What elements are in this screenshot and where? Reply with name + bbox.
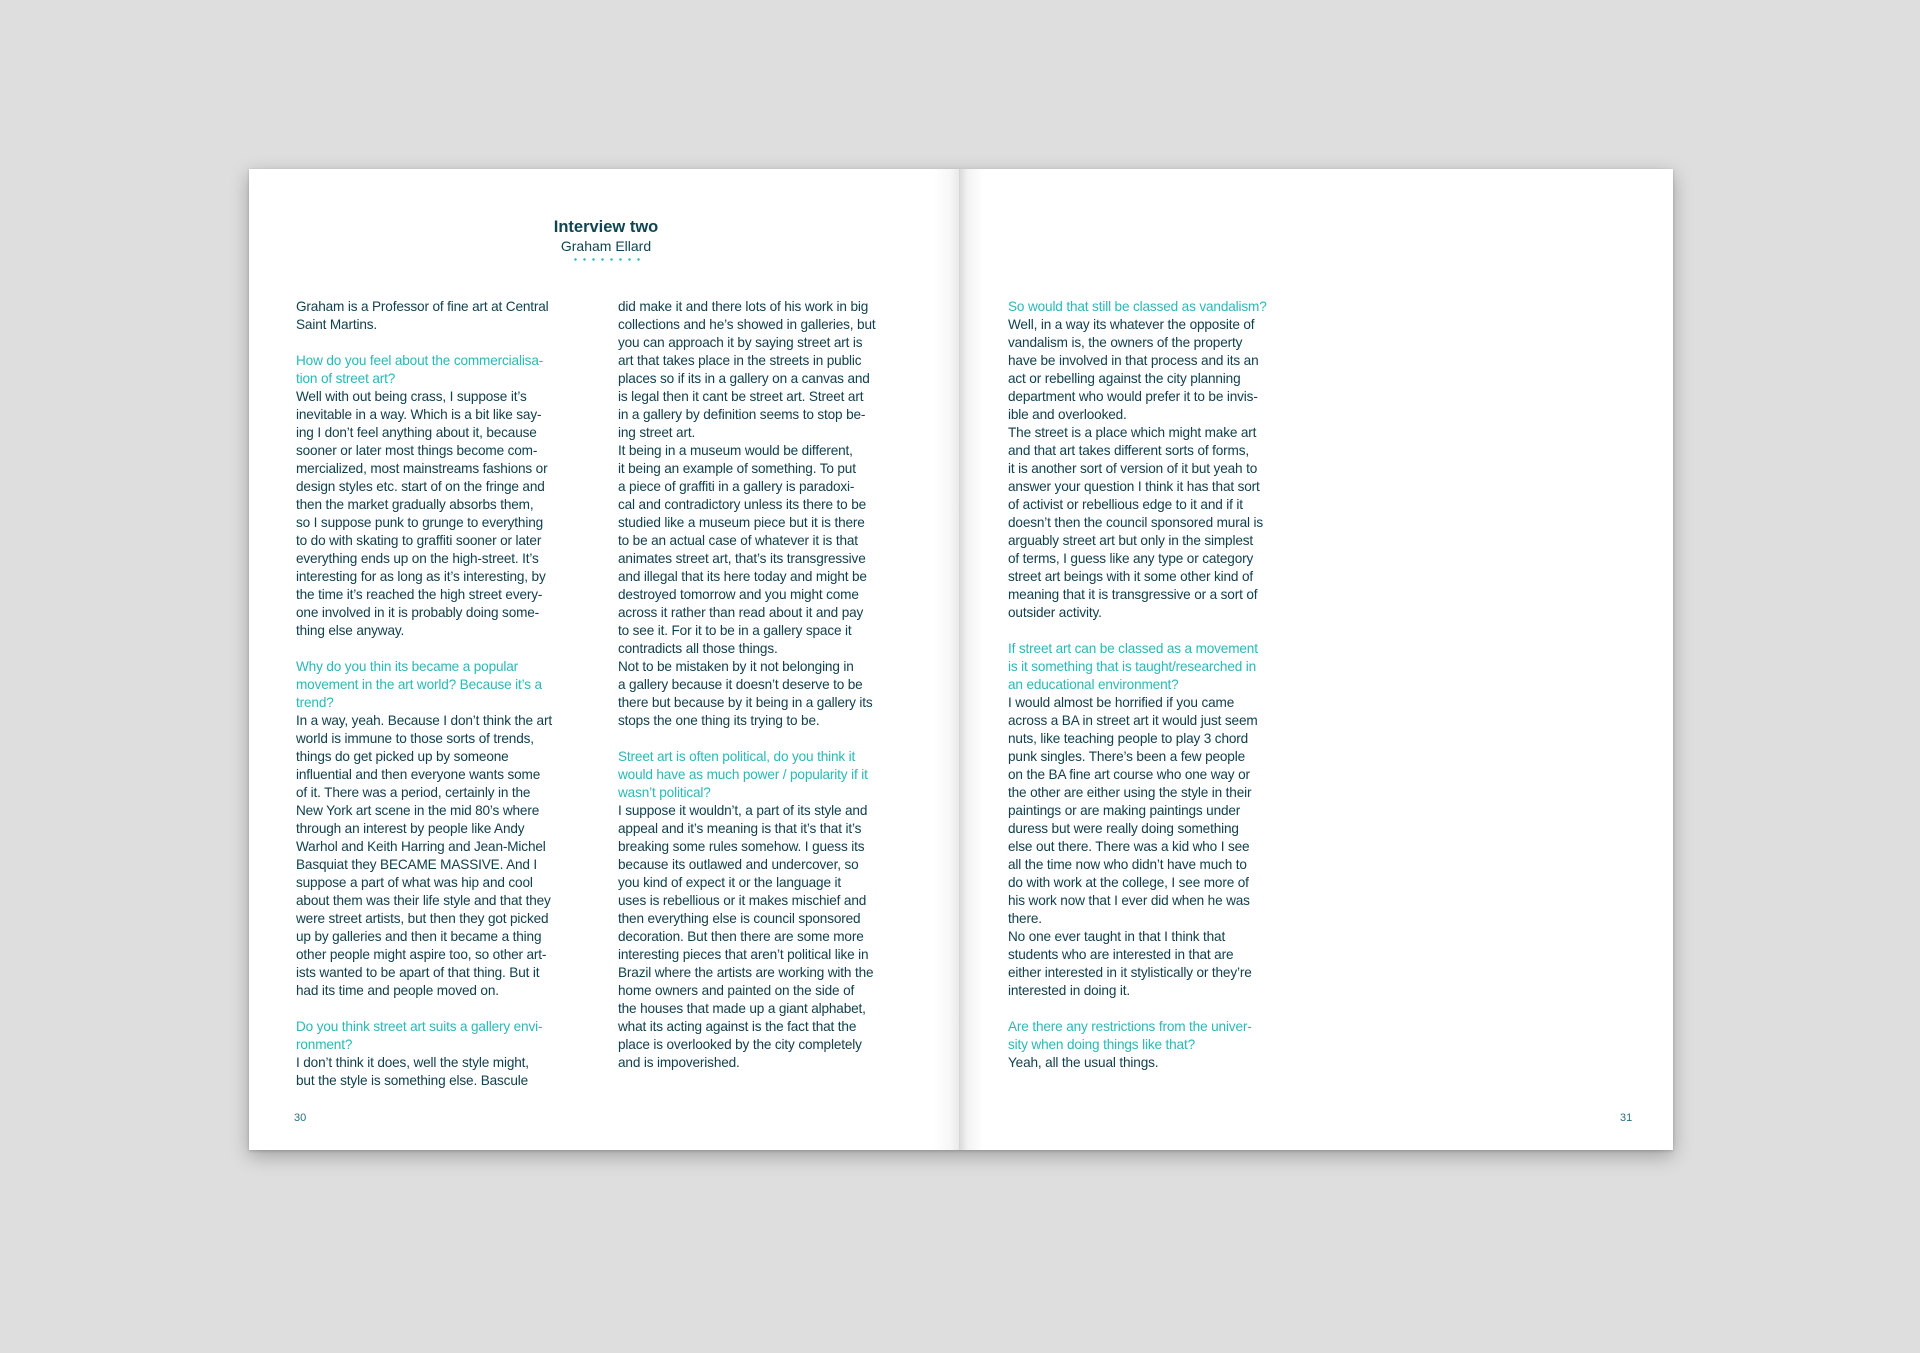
answer-line: sooner or later most things become com- [296,443,538,458]
question-line: Street art is often political, do you think it [618,749,856,764]
answer-line: you kind of expect it or the language it [618,875,841,890]
answer-line: the houses that made up a giant alphabet, [618,1001,866,1016]
paragraph-gap [296,640,606,658]
answer-line: the time it’s reached the high street every- [296,587,543,602]
answer-line: Basquiat they BECAME MASSIVE. And I [296,857,538,872]
answer-line: do with work at the college, I see more of [1008,875,1249,890]
answer-line: have be involved in that process and its an [1008,353,1259,368]
answer-line: design styles etc. start of on the fringe and [296,479,545,494]
answer-line: thing else anyway. [296,623,405,638]
answer-line: interesting pieces that aren’t political like in [618,947,869,962]
answer-line: what its acting against is the fact that the [618,1019,857,1034]
answer-line: else out there. There was a kid who I see [1008,839,1250,854]
answer-line: across it rather than read about it and pay [618,605,864,620]
answer-line: to be an actual case of whatever it is that [618,533,858,548]
question-line: Are there any restrictions from the univer- [1008,1019,1252,1034]
answer-line: and illegal that its here today and might be [618,569,867,584]
answer-line: to do with skating to graffiti sooner or later [296,533,542,548]
answer-line: Not to be mistaken by it not belonging in [618,659,854,674]
paragraph-gap [1008,622,1318,640]
paragraph-gap [618,730,928,748]
text-column-1 [296,298,606,1090]
answer-line: then the market gradually absorbs them, [296,497,534,512]
answer-line: inevitable in a way. Which is a bit like say- [296,407,542,422]
answer-line: collections and he’s showed in galleries, but [618,317,876,332]
answer-line: about them was their life style and that they [296,893,551,908]
answer-line: had its time and people moved on. [296,983,499,998]
answer-line: on the BA fine art course who one way or [1008,767,1250,782]
answer-line: were street artists, but then they got picked [296,911,549,926]
question-line: If street art can be classed as a movement [1008,641,1258,656]
answer-line: place is overlooked by the city completely [618,1037,862,1052]
answer-line: his work now that I ever did when he was [1008,893,1250,908]
interviewee-name: Graham Ellard [560,238,652,254]
answer-line: In a way, yeah. Because I don’t think the art [296,713,552,728]
answer-line: across a BA in street art it would just seem [1008,713,1258,728]
text-column-3 [1008,298,1318,1072]
answer-line: studied like a museum piece but it is there [618,515,865,530]
question-line: tion of street art? [296,371,396,386]
answer-line: answer your question I think it has that sort [1008,479,1260,494]
answer-line: New York art scene in the mid 80’s where [296,803,540,818]
answer-line: I suppose it wouldn’t, a part of its style and [618,803,868,818]
answer-line: Graham is a Professor of fine art at Central [296,299,549,314]
answer-line: Yeah, all the usual things. [1008,1055,1159,1070]
answer-line: home owners and painted on the side of [618,983,855,998]
answer-line: world is immune to those sorts of trends, [296,731,534,746]
answer-line: a piece of graffiti in a gallery is paradoxi- [618,479,855,494]
answer-line: of activist or rebellious edge to it and if it [1008,497,1243,512]
answer-line: I don’t think it does, well the style might, [296,1055,529,1070]
answer-line: there. [1008,911,1042,926]
answer-line: It being in a museum would be different, [618,443,853,458]
answer-line: Well with out being crass, I suppose it’s [296,389,527,404]
answer-line: influential and then everyone wants some [296,767,541,782]
answer-line: either interested in it stylistically or they’re [1008,965,1252,980]
answer-line: stops the one thing its trying to be. [618,713,820,728]
answer-line: No one ever taught in that I think that [1008,929,1226,944]
paragraph-gap [296,1000,606,1018]
question-line: So would that still be classed as vandalism? [1008,299,1267,314]
answer-line: it being an example of something. To put [618,461,856,476]
answer-line: everything ends up on the high-street. It’s [296,551,539,566]
answer-line: art that takes place in the streets in public [618,353,862,368]
answer-line: the other are either using the style in their [1008,785,1252,800]
interview-header [496,217,716,261]
answer-line: other people might aspire too, so other art- [296,947,547,962]
answer-line: appeal and it’s meaning is that it’s that it’s [618,821,862,836]
answer-line: to see it. For it to be in a gallery space it [618,623,852,638]
answer-line: Well, in a way its whatever the opposite of [1008,317,1255,332]
answer-line: contradicts all those things. [618,641,778,656]
answer-line: it is another sort of version of it but yeah to [1008,461,1258,476]
answer-line: of it. There was a period, certainly in the [296,785,531,800]
answer-line: act or rebelling against the city planning [1008,371,1241,386]
answer-line: interested in doing it. [1008,983,1130,998]
answer-line: paintings or are making paintings under [1008,803,1241,818]
page-number-right: 31 [1620,1112,1633,1124]
answer-line: cal and contradictory unless its there to be [618,497,867,512]
answer-line: outsider activity. [1008,605,1102,620]
answer-line: department who would prefer it to be invis- [1008,389,1258,404]
answer-line: meaning that it is transgressive or a sort of [1008,587,1258,602]
answer-line: uses is rebellious or it makes mischief and [618,893,867,908]
book-gutter [959,169,960,1150]
answer-line: animates street art, that’s its transgressive [618,551,866,566]
answer-line: The street is a place which might make art [1008,425,1257,440]
answer-line: interesting for as long as it’s interesting, by [296,569,546,584]
answer-line: you can approach it by saying street art is [618,335,863,350]
answer-line: but the style is something else. Bascule [296,1073,529,1088]
answer-line: Warhol and Keith Harring and Jean-Michel [296,839,546,854]
answer-line: of terms, I guess like any type or category [1008,551,1254,566]
interview-title: Interview two [553,218,659,236]
paragraph-gap [1008,1000,1318,1018]
question-line: Do you think street art suits a gallery envi- [296,1019,543,1034]
answer-line: in a gallery by definition seems to stop be- [618,407,866,422]
answer-line: suppose a part of what was hip and cool [296,875,533,890]
question-line: is it something that is taught/researched in [1008,659,1257,674]
text-column-2 [618,298,928,1072]
answer-line: ists wanted to be apart of that thing. But it [296,965,540,980]
paragraph-gap [296,334,606,352]
answer-line: doesn’t then the council sponsored mural is [1008,515,1264,530]
answer-line: one involved in it is probably doing some- [296,605,540,620]
answer-line: through an interest by people like Andy [296,821,525,836]
page-number-left: 30 [294,1112,307,1124]
answer-line: places so if its in a gallery on a canvas and [618,371,870,386]
question-line: trend? [296,695,334,710]
answer-line: there but because by it being in a gallery its [618,695,873,710]
answer-line: all the time now who didn’t have much to [1008,857,1247,872]
answer-line: breaking some rules somehow. I guess its [618,839,865,854]
answer-line: students who are interested in that are [1008,947,1234,962]
answer-line: vandalism is, the owners of the property [1008,335,1243,350]
answer-line: and that art takes different sorts of forms, [1008,443,1249,458]
answer-line: a gallery because it doesn’t deserve to be [618,677,863,692]
question-line: movement in the art world? Because it’s a [296,677,542,692]
answer-line: ing I don’t feel anything about it, because [296,425,537,440]
answer-line: did make it and there lots of his work in big [618,299,869,314]
answer-line: punk singles. There’s been a few people [1008,749,1245,764]
answer-line: is legal then it cant be street art. Street art [618,389,864,404]
answer-line: nuts, like teaching people to play 3 chord [1008,731,1249,746]
question-line: would have as much power / popularity if it [618,767,868,782]
answer-line: up by galleries and then it became a thing [296,929,542,944]
answer-line: duress but were really doing something [1008,821,1239,836]
answer-line: Brazil where the artists are working with the [618,965,874,980]
answer-line: I would almost be horrified if you came [1008,695,1235,710]
dotted-divider [571,258,642,261]
answer-line: street art beings with it some other kind of [1008,569,1254,584]
answer-line: Saint Martins. [296,317,378,332]
question-line: sity when doing things like that? [1008,1037,1195,1052]
answer-line: because its outlawed and undercover, so [618,857,859,872]
question-line: Why do you thin its became a popular [296,659,519,674]
answer-line: so I suppose punk to grunge to everything [296,515,544,530]
answer-line: ing street art. [618,425,696,440]
answer-line: decoration. But then there are some more [618,929,864,944]
answer-line: destroyed tomorrow and you might come [618,587,859,602]
question-line: ronment? [296,1037,353,1052]
answer-line: things do get picked up by someone [296,749,509,764]
question-line: How do you feel about the commercialisa- [296,353,544,368]
answer-line: ible and overlooked. [1008,407,1127,422]
answer-line: then everything else is council sponsored [618,911,861,926]
question-line: wasn’t political? [618,785,711,800]
answer-line: arguably street art but only in the simplest [1008,533,1254,548]
question-line: an educational environment? [1008,677,1179,692]
answer-line: mercialized, most mainstreams fashions or [296,461,548,476]
answer-line: and is impoverished. [618,1055,740,1070]
